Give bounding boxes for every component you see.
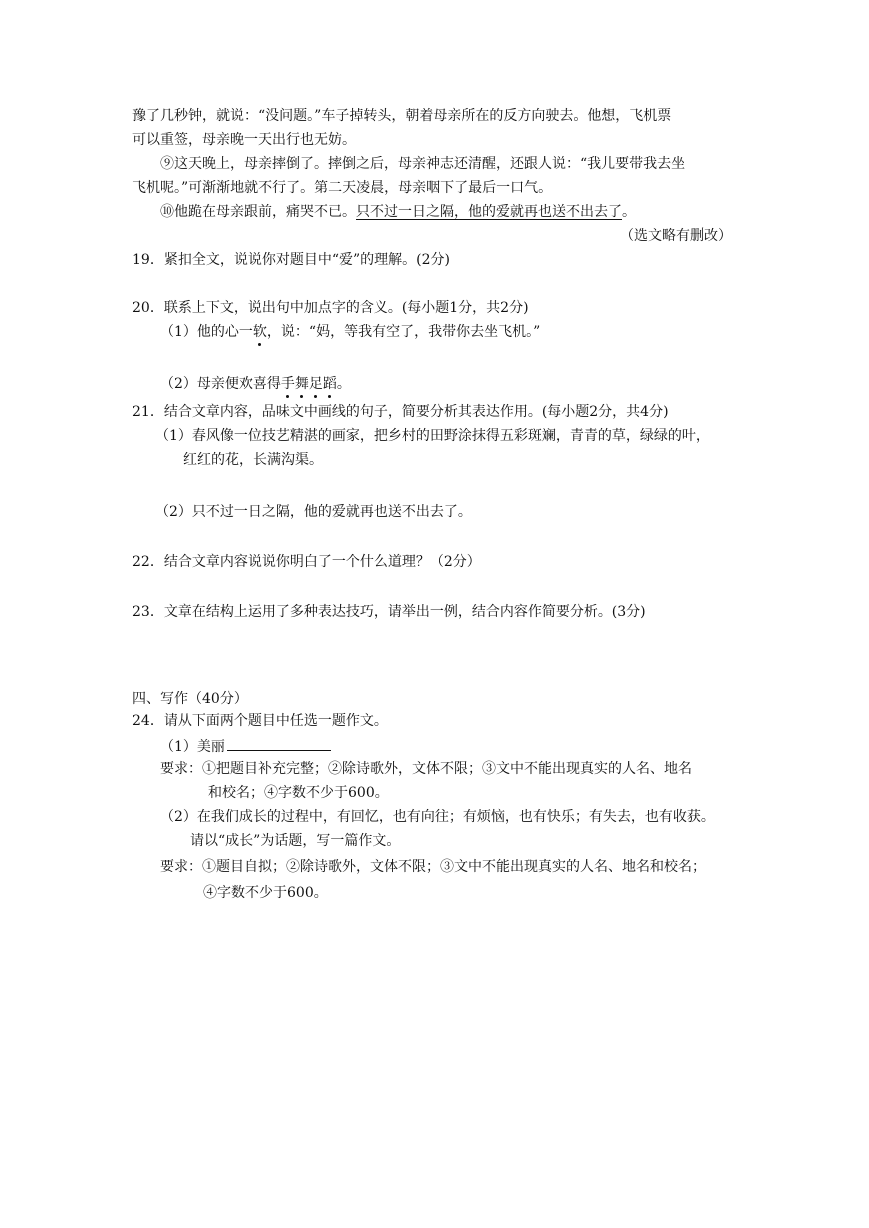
passage-paragraph-9: ⑨这天晚上，母亲摔倒了。摔倒之后，母亲神志还清醒，还跟人说：“我儿要带我去坐 xyxy=(160,156,686,172)
passage-text: 。 xyxy=(622,204,636,220)
option-2-requirements-cont: ④字数不少于600。 xyxy=(203,885,328,901)
question-21-2: （2）只不过一日之隔，他的爱就再也送不出去了。 xyxy=(155,504,472,520)
dotted-char: 蹈 xyxy=(322,376,337,392)
section-title-writing: 四、写作（40分） xyxy=(132,691,248,707)
option-title: （1）美丽 xyxy=(160,739,225,755)
passage-text: ⑩他跪在母亲跟前，痛哭不已。 xyxy=(160,204,356,220)
question-text: （1）他的心一 xyxy=(160,324,253,340)
writing-option-2-cont: 请以“成长”为话题，写一篇作文。 xyxy=(190,833,401,849)
passage-line: 飞机呢。”可渐渐地就不行了。第二天凌晨，母亲咽下了最后一口气。 xyxy=(132,180,553,196)
question-22: 22．结合文章内容说说你明白了一个什么道理？（2分） xyxy=(132,554,481,570)
dotted-char: 舞 xyxy=(294,376,309,392)
question-21-1: （1）春风像一位技艺精湛的画家，把乡村的田野涂抹得五彩斑斓，青青的草，绿绿的叶， xyxy=(155,428,710,444)
question-text: （2）母亲便欢喜得 xyxy=(160,376,281,392)
passage-line: 豫了几秒钟，就说：“没问题。”车子掉转头，朝着母亲所在的反方向驶去。他想，飞机票 xyxy=(132,108,672,124)
question-text: ，说：“妈，等我有空了，我带你去坐飞机。” xyxy=(266,324,541,340)
question-19: 19．紧扣全文，说说你对题目中“爱”的理解。(2分) xyxy=(132,252,450,268)
passage-line: 可以重签，母亲晚一天出行也无妨。 xyxy=(132,132,356,148)
question-20-2 xyxy=(160,375,351,393)
underlined-sentence: 只不过一日之隔，他的爱就再也送不出去了 xyxy=(356,204,622,220)
question-21-1-cont: 红红的花，长满沟渠。 xyxy=(183,452,323,468)
passage-paragraph-10 xyxy=(160,203,636,221)
fill-in-blank xyxy=(227,736,331,751)
source-note: （选文略有删改） xyxy=(620,228,732,244)
question-text: 。 xyxy=(336,376,351,392)
dotted-char: 软 xyxy=(252,324,267,340)
option-1-requirements-cont: 和校名；④字数不少于600。 xyxy=(208,785,389,801)
question-20: 20．联系上下文，说出句中加点字的含义。(每小题1分，共2分) xyxy=(132,300,529,316)
option-2-requirements: 要求：①题目自拟；②除诗歌外，文体不限；③文中不能出现真实的人名、地名和校名； xyxy=(160,859,706,875)
writing-option-1 xyxy=(160,736,331,756)
question-20-1 xyxy=(160,323,540,341)
question-23: 23．文章在结构上运用了多种表达技巧，请举出一例，结合内容作简要分析。(3分) xyxy=(132,604,646,620)
question-24: 24．请从下面两个题目中任选一题作文。 xyxy=(132,713,388,729)
dotted-char: 手 xyxy=(280,376,295,392)
option-1-requirements: 要求：①把题目补充完整；②除诗歌外，文体不限；③文中不能出现真实的人名、地名 xyxy=(160,761,692,777)
writing-option-2: （2）在我们成长的过程中，有回忆，也有向往；有烦恼，也有快乐；有失去，也有收获。 xyxy=(160,809,715,825)
question-21: 21．结合文章内容，品味文中画线的句子，简要分析其表达作用。(每小题2分，共4分) xyxy=(132,404,669,420)
dotted-char: 足 xyxy=(308,376,323,392)
